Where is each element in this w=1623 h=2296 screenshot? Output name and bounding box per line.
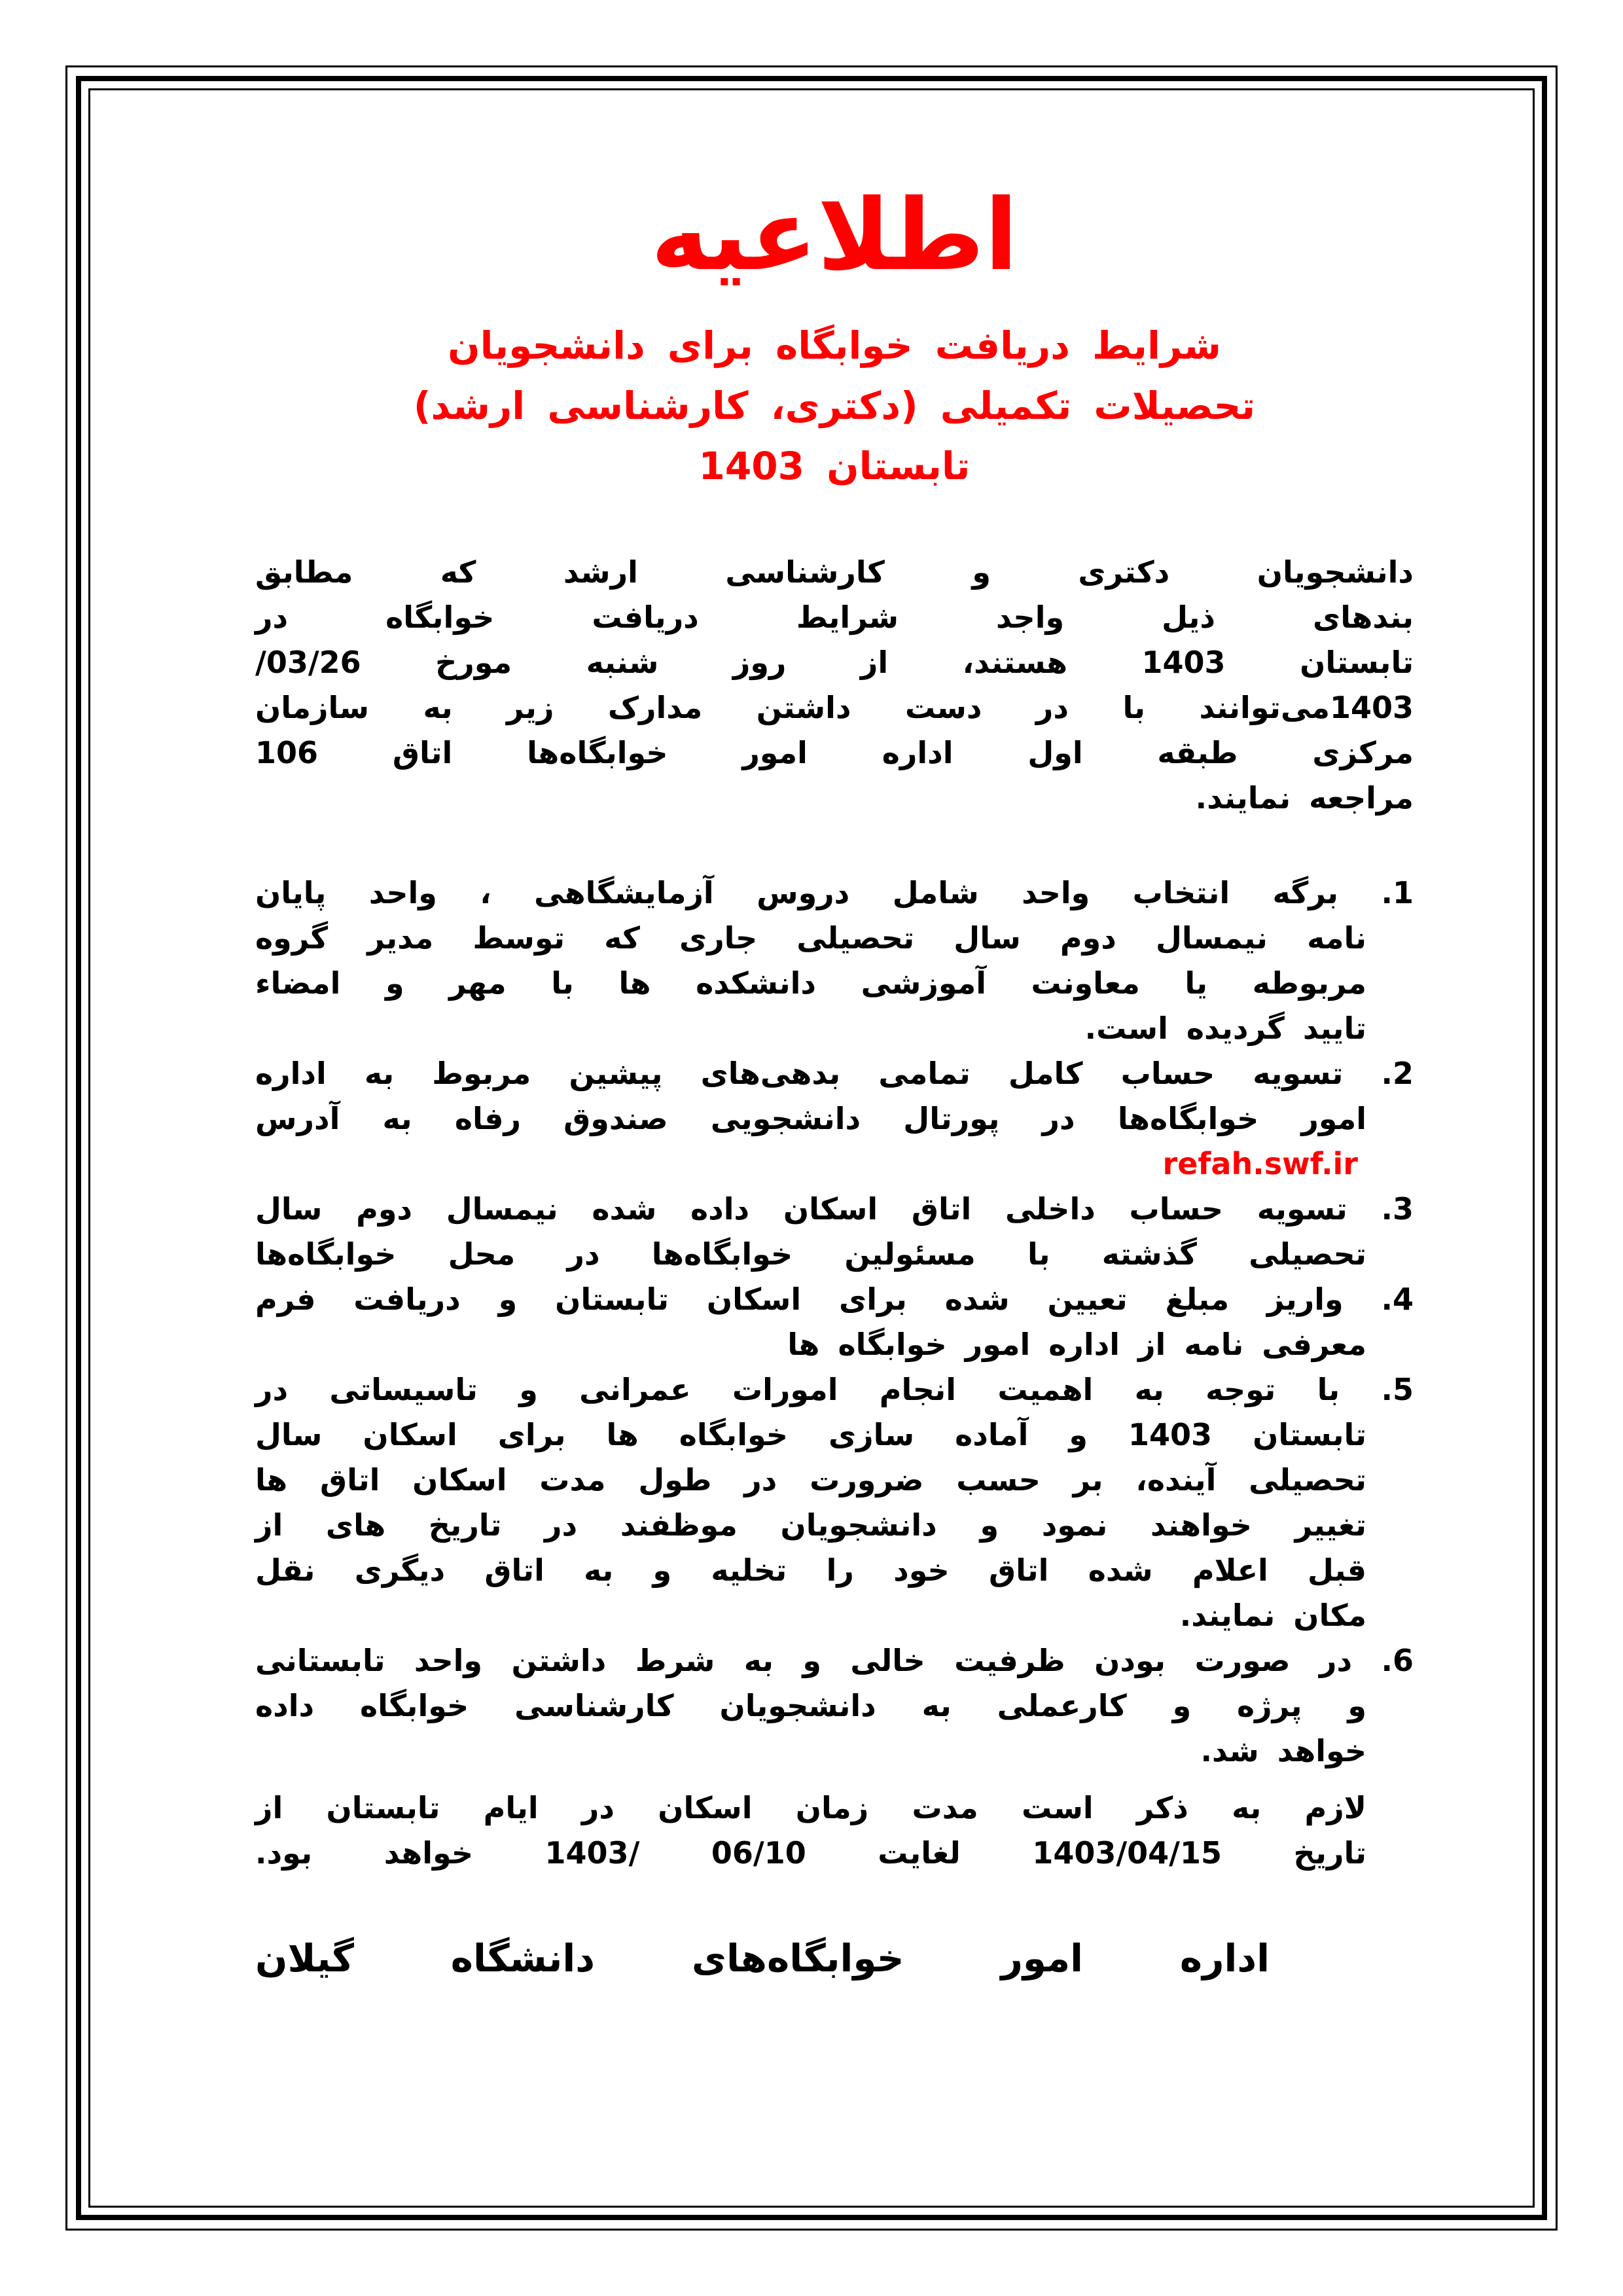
- list-item-line: قبل اعلام شده اتاق خود را تخلیه و به اتاق دیگری نقل: [255, 1552, 1366, 1588]
- list-item-line: و پرژه و کارعملی به دانشجویان کارشناسی خوابگاه داده: [255, 1688, 1366, 1723]
- list-item-line: معرفی نامه از اداره امور خوابگاه ها: [787, 1327, 1366, 1362]
- list-item-line: تابستان 1403 و آماده سازی خوابگاه ها برای اسکان سال: [255, 1417, 1367, 1452]
- list-item-line: تایید گردیده است.: [1084, 1011, 1366, 1046]
- list-item-4: [255, 1277, 1414, 1367]
- notice-body: [255, 550, 1414, 1984]
- note-line: لازم به ذکر است مدت زمان اسکان در ایام تابستان از: [255, 1790, 1366, 1825]
- list-item-line: 1. برگه انتخاب واحد شامل دروس آزمایشگاهی ، واحد پایان: [255, 875, 1414, 910]
- list-item-line: 3. تسویه حساب داخلی اتاق اسکان داده شده نیمسال دوم سال: [255, 1191, 1414, 1227]
- list-item-line: مربوطه یا معاونت آموزشی دانشکده ها با مهر و امضاء: [255, 965, 1366, 1001]
- notice-subtitle-line: تحصیلات تکمیلی (دکتری، کارشناسی ارشد): [413, 384, 1256, 428]
- list-item-line: امور خوابگاه‌ها در پورتال دانشجویی صندوق رفاه به آدرس: [255, 1101, 1366, 1136]
- note-line: تاریخ 1403/04/15 لغایت 06/10 /1403 خواهد بود.: [255, 1835, 1367, 1871]
- list-item-line: نامه نیمسال دوم سال تحصیلی جاری که توسط مدیر گروه: [255, 920, 1366, 956]
- list-item-line: 6. در صورت بودن ظرفیت خالی و به شرط داشتن واحد تابستانی: [255, 1643, 1414, 1678]
- intro-line: تابستان 1403 هستند، از روز شنبه مورخ 03/26/: [255, 645, 1414, 680]
- intro-paragraph: [255, 550, 1414, 821]
- intro-line: مرکزی طبقه اول اداره امور خوابگاه‌ها اتاق 106: [255, 735, 1414, 770]
- list-item-1: [255, 870, 1414, 1051]
- list-item-line: خواهد شد.: [1200, 1733, 1366, 1768]
- list-item-line: مکان نمایند.: [1179, 1598, 1366, 1633]
- list-item-line: 2. تسویه حساب کامل تمامی بدهی‌های پیشین مربوط به اداره: [255, 1056, 1414, 1091]
- refah-url-text: refah.swf.ir: [1162, 1146, 1358, 1181]
- list-item-5: [255, 1367, 1414, 1638]
- notice-title: اطلاعیه: [651, 179, 1018, 293]
- list-item-line: 4. واریز مبلغ تعیین شده برای اسکان تابستان و دریافت فرم: [255, 1282, 1414, 1317]
- signature-footer: اداره امور خوابگاه‌های دانشگاه گیلان: [255, 1936, 1270, 1981]
- numbered-list: [255, 870, 1414, 1774]
- list-item-6: [255, 1638, 1414, 1774]
- notice-subtitle: [255, 315, 1414, 496]
- intro-line: دانشجویان دکتری و کارشناسی ارشد که مطابق: [255, 554, 1414, 590]
- list-item-line: تغییر خواهند نمود و دانشجویان موظفند در تاریخ های از: [255, 1507, 1366, 1543]
- list-item-3: [255, 1187, 1414, 1277]
- notice-subtitle-line: شرایط دریافت خوابگاه برای دانشجویان: [448, 323, 1221, 368]
- note-paragraph: [255, 1785, 1414, 1876]
- list-item-line: تحصیلی گذشته با مسئولین خوابگاه‌ها در محل خوابگاه‌ها: [255, 1236, 1366, 1272]
- intro-line: مراجعه نمایند.: [1195, 780, 1414, 816]
- intro-line: بندهای ذیل واجد شرایط دریافت خوابگاه در: [255, 600, 1414, 635]
- list-item-2: [255, 1051, 1414, 1187]
- intro-line: 1403می‌توانند با در دست داشتن مدارک زیر به سازمان: [255, 690, 1414, 725]
- list-item-line: تحصیلی آینده، بر حسب ضرورت در طول مدت اسکان اتاق ها: [255, 1462, 1366, 1498]
- notice-subtitle-line: تابستان 1403: [698, 444, 971, 488]
- list-item-line: 5. با توجه به اهمیت انجام امورات عمرانی و تاسیساتی در: [255, 1372, 1414, 1407]
